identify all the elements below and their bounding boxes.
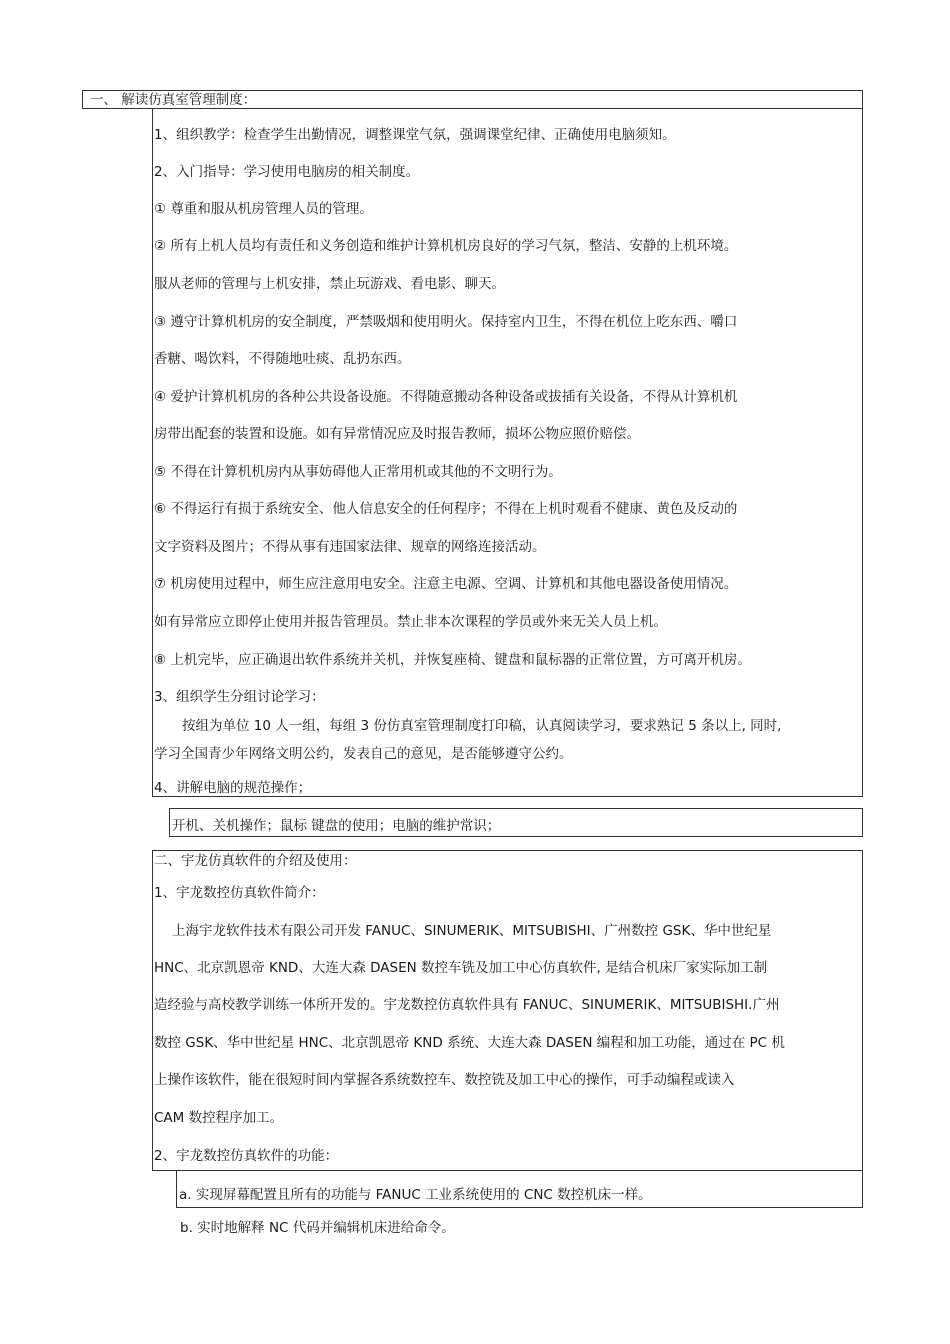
rule-line: 文字资料及图片；不得从事有违国家法律、规章的网络连接活动。 bbox=[154, 539, 546, 555]
intro-line: CAM 数控程序加工。 bbox=[154, 1110, 284, 1126]
func-b-text: b. 实时地解释 NC 代码并编辑机床进给命令。 bbox=[180, 1220, 455, 1236]
intro-line: 上操作该软件，能在很短时间内掌握各系统数控车、数控铣及加工中心的操作，可手动编程或读入 bbox=[154, 1072, 735, 1088]
rule-line: 服从老师的管理与上机安排，禁止玩游戏、看电影、聊天。 bbox=[154, 276, 505, 292]
rule-line: 房带出配套的装置和设施。如有异常情况应及时报告教师，损坏公物应照价赔偿。 bbox=[154, 426, 640, 442]
item4-detail-text: 开机、关机操作；鼠标 键盘的使用；电脑的维护常识； bbox=[172, 818, 501, 834]
section2-heading: 二、宇龙仿真软件的介绍及使用： bbox=[154, 853, 357, 869]
intro-line: HNC、北京凯恩帝 KND、大连大森 DASEN 数控车铣及加工中心仿真软件, 是结合机床厂家实际加工制 bbox=[154, 960, 768, 976]
intro-line: 上海宇龙软件技术有限公司开发 FANUC、SINUMERIK、MITSUBISHI、广州数控 GSK、华中世纪星 bbox=[172, 923, 772, 939]
item3-paragraph-line: 学习全国青少年网络文明公约，发表自己的意见，是否能够遵守公约。 bbox=[154, 746, 573, 762]
func-a-text: a. 实现屏幕配置且所有的功能与 FANUC 工业系统使用的 CNC 数控机床一样。 bbox=[179, 1187, 652, 1203]
section2-item1: 1、宇龙数控仿真软件简介： bbox=[154, 885, 325, 901]
rule-line: ⑥ 不得运行有损于系统安全、他人信息安全的任何程序；不得在上机时观看不健康、黄色及反动的 bbox=[154, 501, 738, 517]
rule-line: ② 所有上机人员均有责任和义务创造和维护计算机机房良好的学习气氛，整洁、安静的上机环境。 bbox=[154, 238, 738, 254]
item4-text: 4、讲解电脑的规范操作； bbox=[154, 780, 312, 796]
rule-line: 如有异常应立即停止使用并报告管理员。禁止非本次课程的学员或外来无关人员上机。 bbox=[154, 614, 667, 630]
rule-line: ③ 遵守计算机机房的安全制度，严禁吸烟和使用明火。保持室内卫生，不得在机位上吃东西、嚼口 bbox=[154, 314, 738, 330]
section1-heading: 一、 解读仿真室管理制度： bbox=[90, 92, 257, 108]
rule-line: 香糖、喝饮料，不得随地吐痰、乱扔东西。 bbox=[154, 351, 411, 367]
item3-text: 3、组织学生分组讨论学习： bbox=[154, 689, 325, 705]
item2-text: 2、入门指导：学习使用电脑房的相关制度。 bbox=[154, 164, 420, 180]
rule-line: ④ 爱护计算机机房的各种公共设备设施。不得随意搬动各种设备或拔插有关设备，不得从计算机机 bbox=[154, 389, 738, 405]
rule-line: ⑦ 机房使用过程中，师生应注意用电安全。注意主电源、空调、计算机和其他电器设备使用情况。 bbox=[154, 576, 738, 592]
rule-line: ⑤ 不得在计算机机房内从事妨碍他人正常用机或其他的不文明行为。 bbox=[154, 464, 562, 480]
intro-line: 数控 GSK、华中世纪星 HNC、北京凯恩帝 KND 系统、大连大森 DASEN 编程和加工功能，通过在 PC 机 bbox=[154, 1035, 785, 1051]
intro-line: 造经验与高校教学训练一体所开发的。宇龙数控仿真软件具有 FANUC、SINUMERIK、MITSUBISHI.广州 bbox=[154, 997, 780, 1013]
section2-item2: 2、宇龙数控仿真软件的功能： bbox=[154, 1148, 339, 1164]
item1-text: 1、组织教学：检查学生出勤情况，调整课堂气氛，强调课堂纪律、正确使用电脑须知。 bbox=[154, 127, 676, 143]
rule-line: ① 尊重和服从机房管理人员的管理。 bbox=[154, 201, 373, 217]
item3-paragraph-line: 按组为单位 10 人一组，每组 3 份仿真室管理制度打印稿，认真阅读学习，要求熟记 5 条以上, 同时, bbox=[182, 718, 782, 734]
rule-line: ⑧ 上机完毕，应正确退出软件系统并关机，并恢复座椅、键盘和鼠标器的正常位置，方可离开机房。 bbox=[154, 652, 751, 668]
